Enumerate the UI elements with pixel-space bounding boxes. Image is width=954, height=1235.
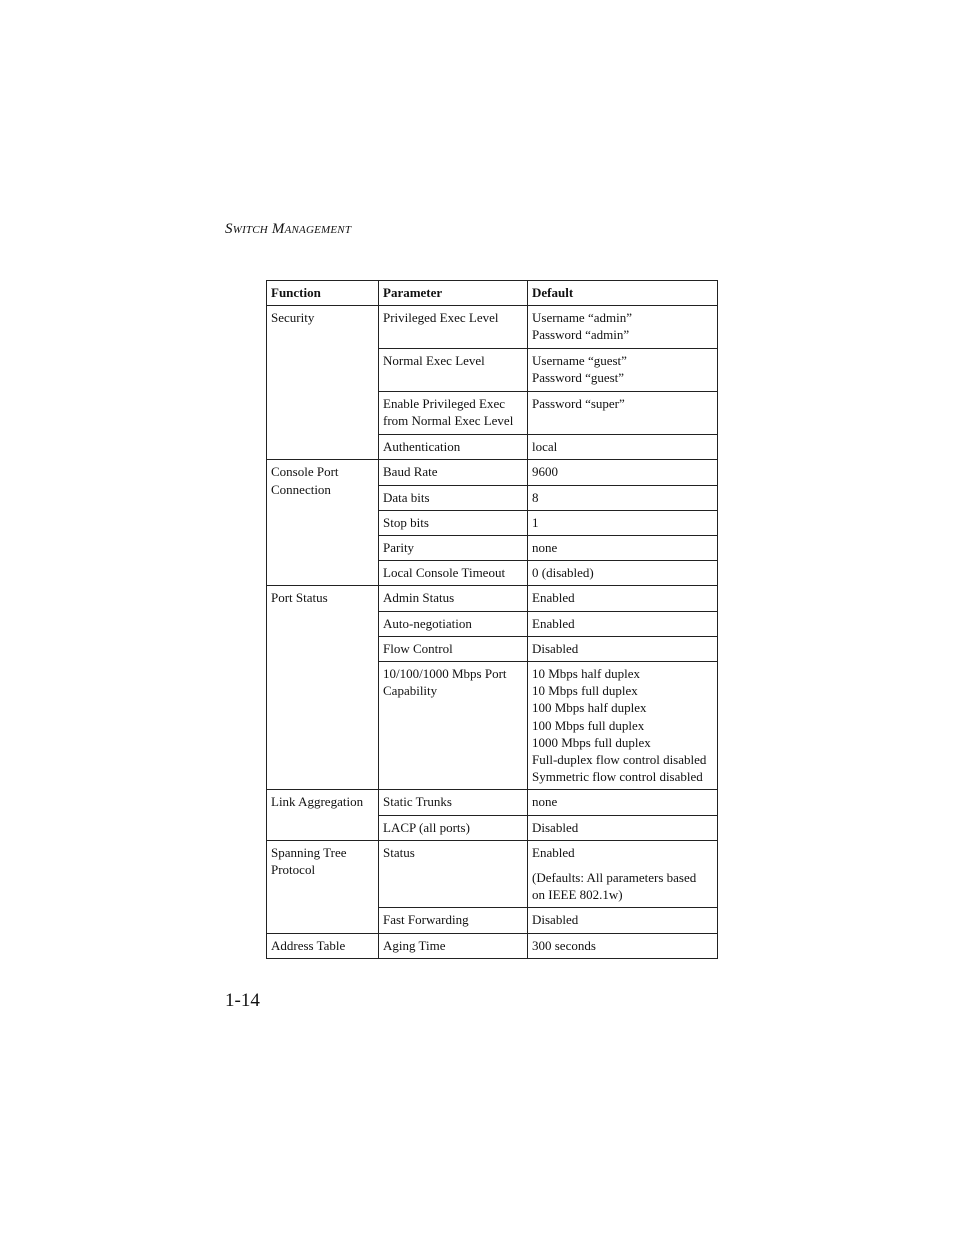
default-cell xyxy=(528,349,718,392)
cell-line: Data bits xyxy=(383,489,430,505)
cell-line: Privileged Exec Level xyxy=(383,310,499,326)
default-cell xyxy=(528,510,718,535)
cell-line: 8 xyxy=(532,489,539,505)
cell-line: Security xyxy=(271,310,315,326)
table-row xyxy=(267,460,718,485)
cell-line: Enable Privileged Exec xyxy=(383,396,506,412)
default-cell xyxy=(528,815,718,840)
parameter-cell xyxy=(379,933,528,958)
default-cell xyxy=(528,392,718,435)
cell-line: Password “guest” xyxy=(532,370,625,386)
cell-line: Aging Time xyxy=(383,937,446,953)
default-cell xyxy=(528,636,718,661)
cell-line: Enabled xyxy=(532,590,575,606)
cell-line: Baud Rate xyxy=(383,464,438,480)
header-default: Default xyxy=(528,281,718,306)
default-cell xyxy=(528,306,718,349)
cell-line: Username “admin” xyxy=(532,310,632,326)
cell-line: Symmetric flow control disabled xyxy=(532,769,703,785)
cell-line: Enabled xyxy=(532,615,575,631)
cell-line: from Normal Exec Level xyxy=(383,413,514,429)
table-row xyxy=(267,586,718,611)
cell-line: Local Console Timeout xyxy=(383,565,506,581)
cell-line: 10 Mbps full duplex xyxy=(532,683,638,699)
table-row xyxy=(267,840,718,908)
parameter-cell xyxy=(379,636,528,661)
parameter-cell xyxy=(379,561,528,586)
table-header-row xyxy=(267,281,718,306)
parameter-cell xyxy=(379,790,528,815)
cell-line: 300 seconds xyxy=(532,937,596,953)
cell-line: Flow Control xyxy=(383,640,453,656)
cell-line: Stop bits xyxy=(383,514,429,530)
cell-line: Fast Forwarding xyxy=(383,912,469,928)
header-function: Function xyxy=(267,281,379,306)
table-row xyxy=(267,790,718,815)
cell-line: (Defaults: All parameters based xyxy=(532,870,697,886)
cell-line: Status xyxy=(383,844,415,860)
function-cell xyxy=(267,790,379,840)
cell-line: 100 Mbps half duplex xyxy=(532,700,647,716)
cell-line: Disabled xyxy=(532,819,579,835)
parameter-cell xyxy=(379,662,528,790)
function-cell xyxy=(267,933,379,958)
cell-line: Port Status xyxy=(271,590,328,606)
default-cell xyxy=(528,933,718,958)
default-cell xyxy=(528,485,718,510)
cell-line: on IEEE 802.1w) xyxy=(532,887,623,903)
cell-line: Static Trunks xyxy=(383,794,452,810)
table-row xyxy=(267,306,718,349)
default-cell xyxy=(528,611,718,636)
cell-line: local xyxy=(532,439,558,455)
parameter-cell xyxy=(379,536,528,561)
cell-line: 0 (disabled) xyxy=(532,565,594,581)
cell-line: 10/100/1000 Mbps Port xyxy=(383,666,507,682)
cell-line: 100 Mbps full duplex xyxy=(532,717,645,733)
table-body xyxy=(267,306,718,959)
defaults-table xyxy=(266,280,718,959)
cell-line: Authentication xyxy=(383,439,461,455)
table-row xyxy=(267,933,718,958)
parameter-cell xyxy=(379,435,528,460)
cell-line: Enabled xyxy=(532,844,575,860)
cell-line: 9600 xyxy=(532,464,558,480)
header-parameter: Parameter xyxy=(379,281,528,306)
cell-line: Full-duplex flow control disabled xyxy=(532,752,707,768)
default-cell xyxy=(528,790,718,815)
cell-line: Password “super” xyxy=(532,396,625,412)
cell-line: Auto-negotiation xyxy=(383,615,472,631)
page-number: 1-14 xyxy=(225,990,260,1011)
cell-line: Username “guest” xyxy=(532,353,627,369)
function-cell xyxy=(267,586,379,790)
cell-line: 1 xyxy=(532,514,539,530)
parameter-cell xyxy=(379,611,528,636)
cell-line: Link Aggregation xyxy=(271,794,364,810)
function-cell xyxy=(267,460,379,586)
parameter-cell xyxy=(379,306,528,349)
line-gap xyxy=(532,861,713,869)
cell-line: none xyxy=(532,540,558,556)
parameter-cell xyxy=(379,815,528,840)
cell-line: Spanning Tree xyxy=(271,844,347,860)
default-cell xyxy=(528,435,718,460)
default-cell xyxy=(528,662,718,790)
parameter-cell xyxy=(379,485,528,510)
cell-line: Normal Exec Level xyxy=(383,353,485,369)
default-cell xyxy=(528,536,718,561)
cell-line: Parity xyxy=(383,540,415,556)
cell-line: Password “admin” xyxy=(532,327,630,343)
default-cell xyxy=(528,561,718,586)
cell-line: Disabled xyxy=(532,912,579,928)
cell-line: Disabled xyxy=(532,640,579,656)
parameter-cell xyxy=(379,510,528,535)
cell-line: LACP (all ports) xyxy=(383,819,470,835)
parameter-cell xyxy=(379,349,528,392)
default-cell xyxy=(528,840,718,908)
cell-line: Address Table xyxy=(271,937,346,953)
parameter-cell xyxy=(379,586,528,611)
parameter-cell xyxy=(379,392,528,435)
default-cell xyxy=(528,586,718,611)
parameter-cell xyxy=(379,908,528,933)
cell-line: Console Port xyxy=(271,464,339,480)
cell-line: 10 Mbps half duplex xyxy=(532,666,640,682)
running-head: Switch Management xyxy=(225,221,352,237)
function-cell xyxy=(267,840,379,933)
cell-line: Capability xyxy=(383,683,438,699)
cell-line: Connection xyxy=(271,481,331,497)
default-cell xyxy=(528,460,718,485)
default-cell xyxy=(528,908,718,933)
cell-line: Admin Status xyxy=(383,590,455,606)
cell-line: 1000 Mbps full duplex xyxy=(532,734,651,750)
function-cell xyxy=(267,306,379,460)
cell-line: Protocol xyxy=(271,862,316,878)
cell-line: none xyxy=(532,794,558,810)
parameter-cell xyxy=(379,460,528,485)
parameter-cell xyxy=(379,840,528,908)
